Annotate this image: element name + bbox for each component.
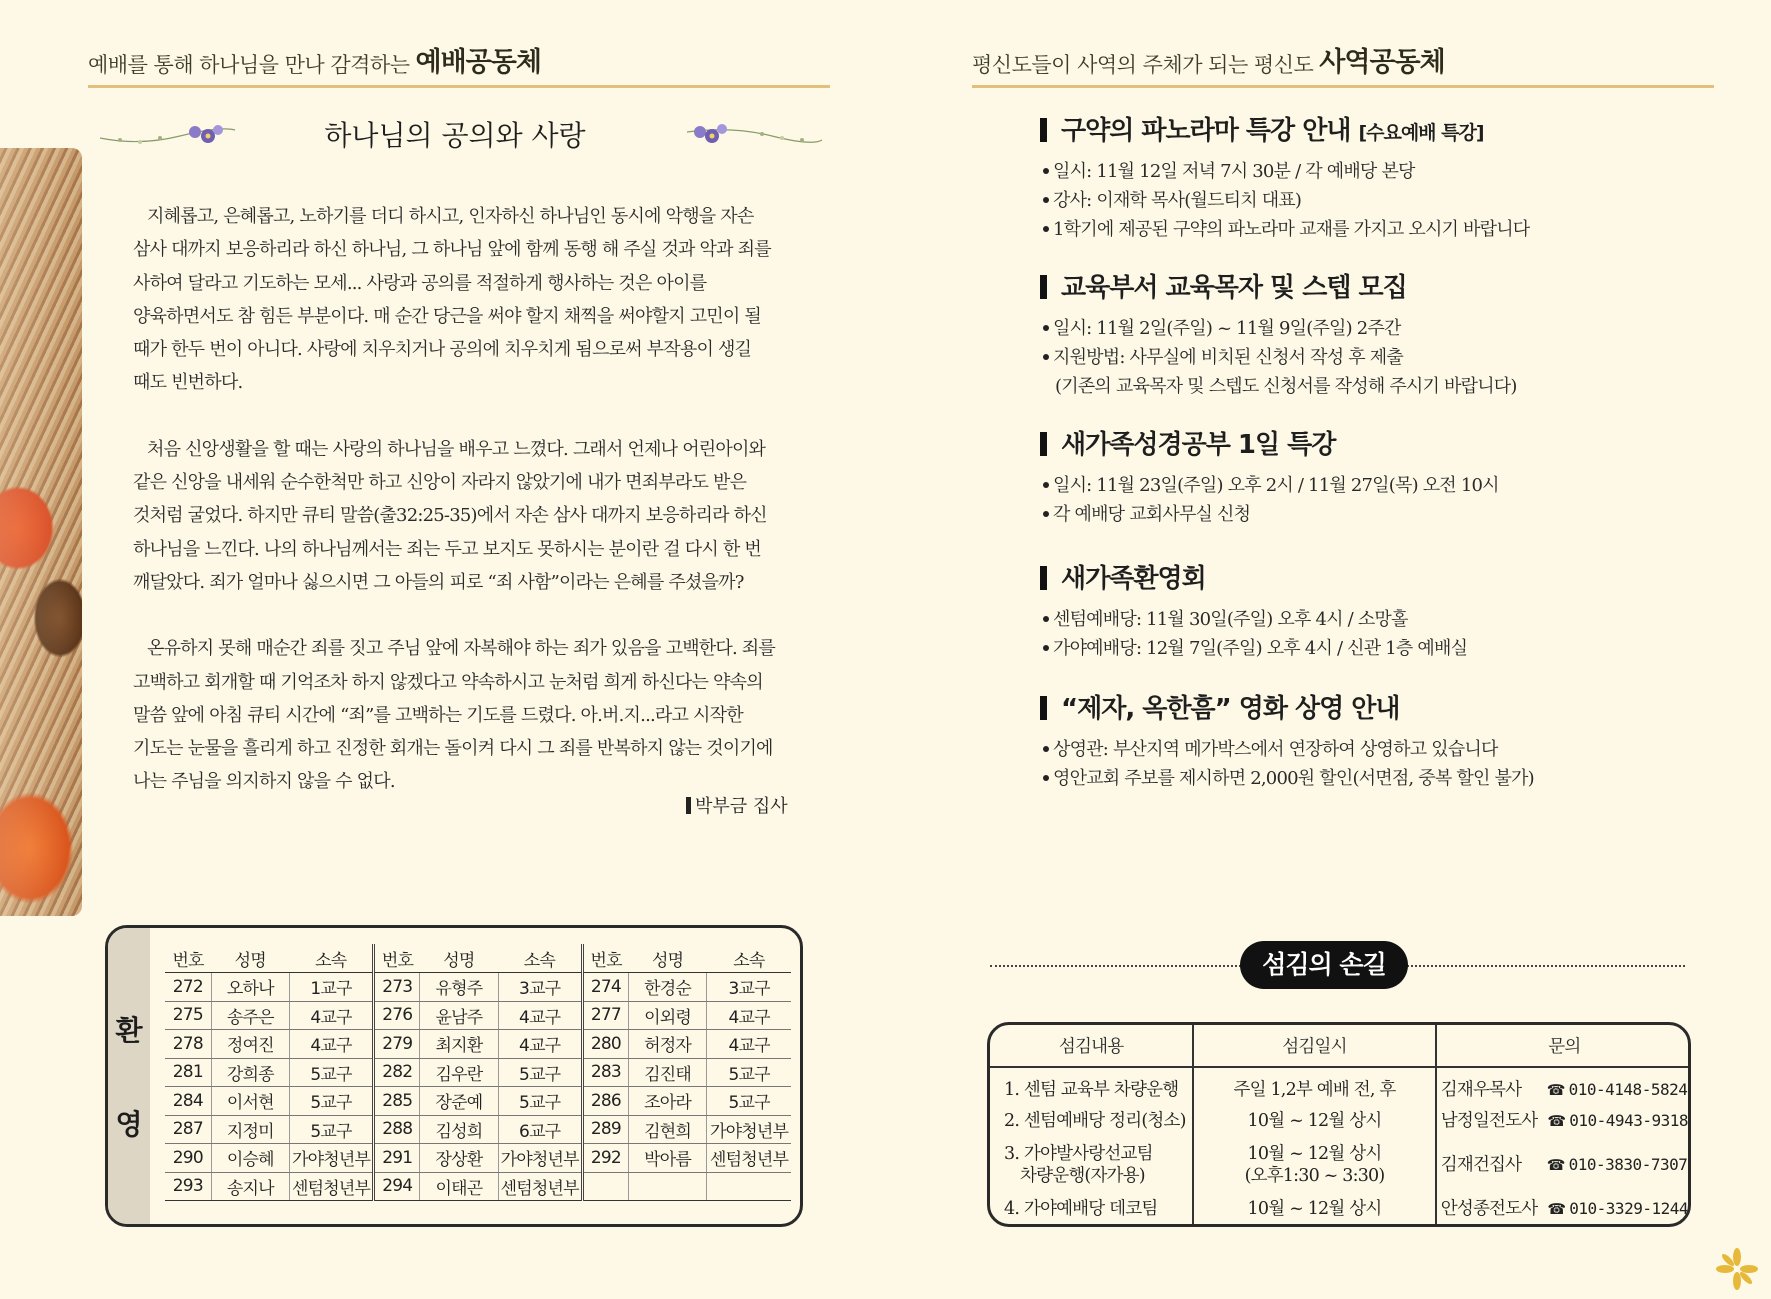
welcome-cell-name: 장준예 [420,1087,498,1116]
welcome-row [165,1058,791,1087]
flower-ornament-icon [682,118,822,150]
col-header-group: 소속 [498,944,582,973]
notice-item-text: 센텀예배당: 11월 30일(주일) 오후 4시 / 소망홀 [1053,609,1408,630]
col-header-group: 소속 [289,944,373,973]
welcome-cell-name: 윤남주 [420,1001,498,1030]
welcome-cell-group: 가야청년부 [289,1144,373,1173]
col-header-content: 섬김내용 [990,1025,1193,1067]
welcome-cell-group: 센텀청년부 [498,1172,582,1201]
welcome-side-char: 영 [115,1108,143,1141]
welcome-header-row [165,944,791,973]
welcome-cell-name: 송주은 [211,1001,289,1030]
notice-item [1043,735,1700,764]
title-bar-icon [1040,118,1047,142]
welcome-row [165,1172,791,1201]
welcome-cell-name: 이외령 [628,1001,706,1030]
notice-section [1040,558,1700,663]
welcome-cell-name [628,1172,706,1201]
notice-item [1043,372,1700,401]
notice-item [1043,343,1700,372]
bullet-icon [1043,325,1049,331]
contact-phone: 010-3329-1244 [1569,1199,1688,1218]
welcome-cell-number: 273 [374,973,420,1002]
notice-title-tag: [수요예배 특강] [1358,122,1484,144]
welcome-cell-name: 조아라 [628,1087,706,1116]
welcome-cell-number: 291 [374,1144,420,1173]
welcome-cell-name: 유형주 [420,973,498,1002]
notice-title-text: 구약의 파노라마 특강 안내 [1061,116,1351,146]
welcome-cell-group: 센텀청년부 [707,1144,791,1173]
bullet-icon [1043,168,1049,174]
notice-section [1040,110,1700,244]
notice-section [1040,424,1700,529]
welcome-cell-name: 이승혜 [211,1144,289,1173]
serving-title: 섬김의 손길 [1240,941,1408,989]
notice-item [1043,157,1700,186]
header-strong: 사역공동체 [1319,47,1445,78]
notice-item-text: 일시: 11월 2일(주일) ~ 11월 9일(주일) 2주간 [1053,318,1401,339]
welcome-cell-name: 허정자 [628,1030,706,1059]
serving-row [990,1191,1688,1227]
contact-name: 안성종전도사 [1440,1199,1538,1219]
serving-content-cell [990,1067,1193,1103]
serving-content-line: 1. 센텀 교육부 차량운행 [1004,1079,1179,1100]
article-author: 박부금 집사 [686,792,788,818]
welcome-cell-group: 5교구 [289,1115,373,1144]
welcome-cell-number: 276 [374,1001,420,1030]
welcome-cell-number: 285 [374,1087,420,1116]
welcome-cell-number: 287 [165,1115,211,1144]
contact-phone: 010-4148-5824 [1568,1079,1688,1099]
welcome-cell-group: 5교구 [707,1087,791,1116]
notice-title-text: 새가족성경공부 1일 특강 [1061,430,1336,460]
welcome-cell-number: 278 [165,1030,211,1059]
header-lead: 평신도들이 사역의 주체가 되는 평신도 [972,53,1314,77]
worship-community-header [88,44,830,88]
welcome-cell-name: 장상환 [420,1144,498,1173]
contact-phone: 010-3830-7307 [1568,1155,1688,1174]
serving-content-line: 3. 가야발사랑선교팀 [1004,1144,1153,1164]
serving-time-line: 10월 ~ 12월 상시 [1247,1199,1382,1219]
contact-phone: 010-4943-9318 [1569,1111,1688,1130]
serving-time-cell [1193,1139,1435,1191]
welcome-row [165,1001,791,1030]
welcome-cell-name: 김현희 [628,1115,706,1144]
notice-item-text: (기존의 교육목자 및 스텝도 신청서를 작성해 주시기 바랍니다) [1055,376,1517,397]
bullet-icon [1043,197,1049,203]
welcome-cell-group: 3교구 [498,973,582,1002]
welcome-cell-group: 5교구 [289,1087,373,1116]
welcome-cell-group: 센텀청년부 [289,1172,373,1201]
welcome-cell-group: 6교구 [498,1115,582,1144]
welcome-cell-number: 279 [374,1030,420,1059]
notice-title [1040,424,1700,461]
welcome-cell-number: 277 [582,1001,628,1030]
serving-content-line: 4. 가야예배당 데코팀 [1004,1199,1158,1219]
welcome-cell-name: 김진태 [628,1058,706,1087]
notice-item-text: 상영관: 부산지역 메가박스에서 연장하여 상영하고 있습니다 [1053,739,1498,760]
phone-icon: ☎ [1547,1112,1566,1130]
notice-item [1043,634,1700,663]
welcome-cell-name: 이태곤 [420,1172,498,1201]
header-lead: 예배를 통해 하나님을 만나 감격하는 [88,53,410,77]
welcome-cell-group: 5교구 [498,1087,582,1116]
col-header-name: 성명 [628,944,706,973]
bullet-icon [1043,511,1049,517]
welcome-cell-group: 5교구 [498,1058,582,1087]
col-header-name: 성명 [211,944,289,973]
flower-ornament-icon [100,118,240,150]
notice-title [1040,688,1700,725]
col-header-contact: 문의 [1436,1025,1688,1067]
serving-contact-cell [1436,1067,1688,1103]
bullet-icon [1043,482,1049,488]
notice-item [1043,500,1700,529]
welcome-cell-group: 5교구 [707,1058,791,1087]
welcome-cell-name: 지정미 [211,1115,289,1144]
serving-time-cell [1193,1191,1435,1227]
serving-time-cell [1193,1067,1435,1103]
serving-row [990,1103,1688,1139]
bullet-icon [1043,616,1049,622]
welcome-cell-number: 286 [582,1087,628,1116]
serving-table [990,1025,1688,1227]
welcome-row [165,1030,791,1059]
welcome-cell-number: 272 [165,973,211,1002]
welcome-cell-group [707,1172,791,1201]
serving-time-line: (오후1:30 ~ 3:30) [1244,1166,1385,1186]
notice-title [1040,558,1700,595]
bullet-icon [1043,645,1049,651]
welcome-side-char: 환 [115,1014,143,1047]
article-title: 하나님의 공의와 사랑 [324,119,586,152]
welcome-cell-name: 이서현 [211,1087,289,1116]
notice-item-text: 지원방법: 사무실에 비치된 신청서 작성 후 제출 [1053,347,1403,368]
bullet-icon [1043,226,1049,232]
notice-items [1043,157,1700,244]
phone-icon: ☎ [1546,1080,1565,1099]
col-header-group: 소속 [707,944,791,973]
header-strong: 예배공동체 [415,47,541,78]
welcome-cell-number: 288 [374,1115,420,1144]
phone-icon: ☎ [1546,1156,1565,1174]
article-body [133,200,788,832]
col-header-number: 번호 [165,944,211,973]
welcome-cell-group: 1교구 [289,973,373,1002]
welcome-cell-group: 4교구 [289,1030,373,1059]
welcome-cell-group: 4교구 [289,1001,373,1030]
phone-icon: ☎ [1547,1200,1566,1218]
welcome-cell-number: 282 [374,1058,420,1087]
notice-item-text: 가야예배당: 12월 7일(주일) 오후 4시 / 신관 1층 예배실 [1053,638,1468,659]
notice-item [1043,764,1700,793]
welcome-cell-number: 294 [374,1172,420,1201]
welcome-cell-number: 281 [165,1058,211,1087]
welcome-cell-group: 3교구 [707,973,791,1002]
welcome-row [165,1087,791,1116]
corner-flower-icon [1715,1247,1759,1291]
col-header-number: 번호 [582,944,628,973]
contact-name: 김재건집사 [1440,1155,1522,1175]
welcome-cell-number: 284 [165,1087,211,1116]
welcome-cell-group: 4교구 [498,1001,582,1030]
bullet-icon [1043,746,1049,752]
welcome-cell-number: 283 [582,1058,628,1087]
serving-content-cell [990,1191,1193,1227]
title-bar-icon [1040,275,1047,299]
notice-item-text: 1학기에 제공된 구약의 파노라마 교재를 가지고 오시기 바랍니다 [1053,219,1530,240]
notice-item [1043,471,1700,500]
welcome-cell-number: 289 [582,1115,628,1144]
notice-item-text: 영안교회 주보를 제시하면 2,000원 할인(서면점, 중복 할인 불가) [1053,768,1534,789]
notice-title [1040,110,1700,147]
bullet-icon [1043,775,1049,781]
contact-name: 남정일전도사 [1440,1111,1538,1131]
serving-content-line: 차량운행(자가용) [1020,1166,1145,1186]
serving-box [987,1022,1691,1227]
welcome-side-label [108,928,150,1224]
welcome-cell-group: 가야청년부 [498,1144,582,1173]
col-header-number: 번호 [374,944,420,973]
contact-name: 김재우목사 [1440,1079,1522,1100]
notice-items [1043,605,1700,663]
welcome-cell-name: 정여진 [211,1030,289,1059]
welcome-cell-number: 275 [165,1001,211,1030]
welcome-cell-group: 4교구 [707,1001,791,1030]
notice-item-text: 일시: 11월 23일(주일) 오후 2시 / 11월 27일(목) 오전 10시 [1053,475,1499,496]
notice-item [1043,314,1700,343]
notice-item-text: 강사: 이재학 목사(월드티치 대표) [1053,190,1302,211]
article-paragraph: 온유하지 못해 매순간 죄를 짓고 주님 앞에 자복해야 하는 죄가 있음을 고백한다. 죄를 고백하고 회개할 때 기억조차 하지 않겠다고 약속하시고 눈처럼 희게 하신다는 약속의 말씀 앞에 아침 큐티 시간에 “죄”를 고백하는 기도를 드렸다. 아.버.지...라고 시작한 기도는 눈물을 흘리게 하고 진정한 회개는 돌이켜 다시 그 죄를 반복하지 않는 것이기에 나는 주님을 의지하지 않을 수 없다. [133,638,775,793]
welcome-cell-name: 송지나 [211,1172,289,1201]
welcome-cell-name: 최지환 [420,1030,498,1059]
notice-items [1043,735,1700,793]
serving-content-line: 2. 센텀예배당 정리(청소) [1004,1111,1186,1131]
col-header-name: 성명 [420,944,498,973]
welcome-cell-group: 4교구 [707,1030,791,1059]
welcome-cell-name: 김우란 [420,1058,498,1087]
notice-section [1040,688,1700,793]
welcome-row [165,1115,791,1144]
ministry-community-header [972,44,1714,88]
welcome-cell-name: 박아름 [628,1144,706,1173]
serving-content-cell [990,1139,1193,1191]
notice-items [1043,314,1700,401]
welcome-row [165,973,791,1002]
welcome-cell-number: 293 [165,1172,211,1201]
serving-contact-cell [1436,1103,1688,1139]
serving-time-line: 10월 ~ 12월 상시 [1247,1111,1382,1131]
title-bar-icon [1040,696,1047,720]
notice-item [1043,605,1700,634]
serving-time-line: 10월 ~ 12월 상시 [1247,1144,1382,1164]
notice-section [1040,267,1700,401]
notice-items [1043,471,1700,529]
welcome-cell-group: 가야청년부 [707,1115,791,1144]
notice-title-text: 교육부서 교육목자 및 스텝 모집 [1061,273,1407,303]
welcome-cell-number [582,1172,628,1201]
bullet-icon [1043,354,1049,360]
welcome-cell-number: 292 [582,1144,628,1173]
article-paragraph: 지혜롭고, 은혜롭고, 노하기를 더디 하시고, 인자하신 하나님인 동시에 악행을 자손 삼사 대까지 보응하리라 하신 하나님, 그 하나님 앞에 함께 동행 해 주실 것과 악과 죄를 사하여 달라고 기도하는 모세... 사랑과 공의를 적절하게 행사하는 것은 아이를 양육하면서도 참 힘든 부분이다. 매 순간 당근을 써야 할지 채찍을 써야할지 고민이 될 때가 한두 번이 아니다. 사랑에 치우치거나 공의에 치우치게 됨으로써 부작용이 생길 때도 빈번하다. [133,206,771,394]
welcome-cell-group: 4교구 [498,1030,582,1059]
notice-item [1043,215,1700,244]
decorative-photo [0,148,82,916]
welcome-cell-number: 274 [582,973,628,1002]
welcome-newcomers-box [105,925,803,1227]
welcome-table [165,944,791,1201]
notice-title-text: “제자, 옥한흠” 영화 상영 안내 [1061,694,1400,724]
notice-item-text: 각 예배당 교회사무실 신청 [1053,504,1251,525]
title-bar-icon [1040,432,1047,456]
notice-title [1040,267,1700,304]
serving-content-cell [990,1103,1193,1139]
welcome-row [165,1144,791,1173]
notice-item-text: 일시: 11월 12일 저녁 7시 30분 / 각 예배당 본당 [1053,161,1415,182]
serving-row [990,1139,1688,1191]
welcome-cell-name: 오하나 [211,973,289,1002]
title-bar-icon [1040,566,1047,590]
welcome-cell-name: 강희종 [211,1058,289,1087]
notice-title-text: 새가족환영회 [1061,564,1206,594]
welcome-cell-number: 290 [165,1144,211,1173]
serving-row [990,1067,1688,1103]
welcome-cell-number: 280 [582,1030,628,1059]
serving-contact-cell [1436,1139,1688,1191]
serving-time-cell [1193,1103,1435,1139]
welcome-cell-name: 김성희 [420,1115,498,1144]
article-paragraph: 처음 신앙생활을 할 때는 사랑의 하나님을 배우고 느꼈다. 그래서 언제나 어린아이와 같은 신앙을 내세워 순수한척만 하고 신앙이 자라지 않았기에 내가 면죄부라도 받은 것처럼 굴었다. 하지만 큐티 말씀(출32:25-35)에서 자손 삼사 대까지 보응하리라 하신 하나님을 느낀다. 나의 하나님께서는 죄는 두고 보지도 못하시는 분이란 걸 다시 한 번 깨달았다. 죄가 얼마나 싫으시면 그 아들의 피로 “죄 사함”이라는 은혜를 주셨을까? [133,438,767,593]
welcome-cell-group: 5교구 [289,1058,373,1087]
serving-time-line: 주일 1,2부 예배 전, 후 [1233,1079,1396,1100]
serving-header-row [990,1025,1688,1067]
notice-item [1043,186,1700,215]
serving-contact-cell [1436,1191,1688,1227]
col-header-time: 섬김일시 [1193,1025,1435,1067]
welcome-cell-name: 한경순 [628,973,706,1002]
